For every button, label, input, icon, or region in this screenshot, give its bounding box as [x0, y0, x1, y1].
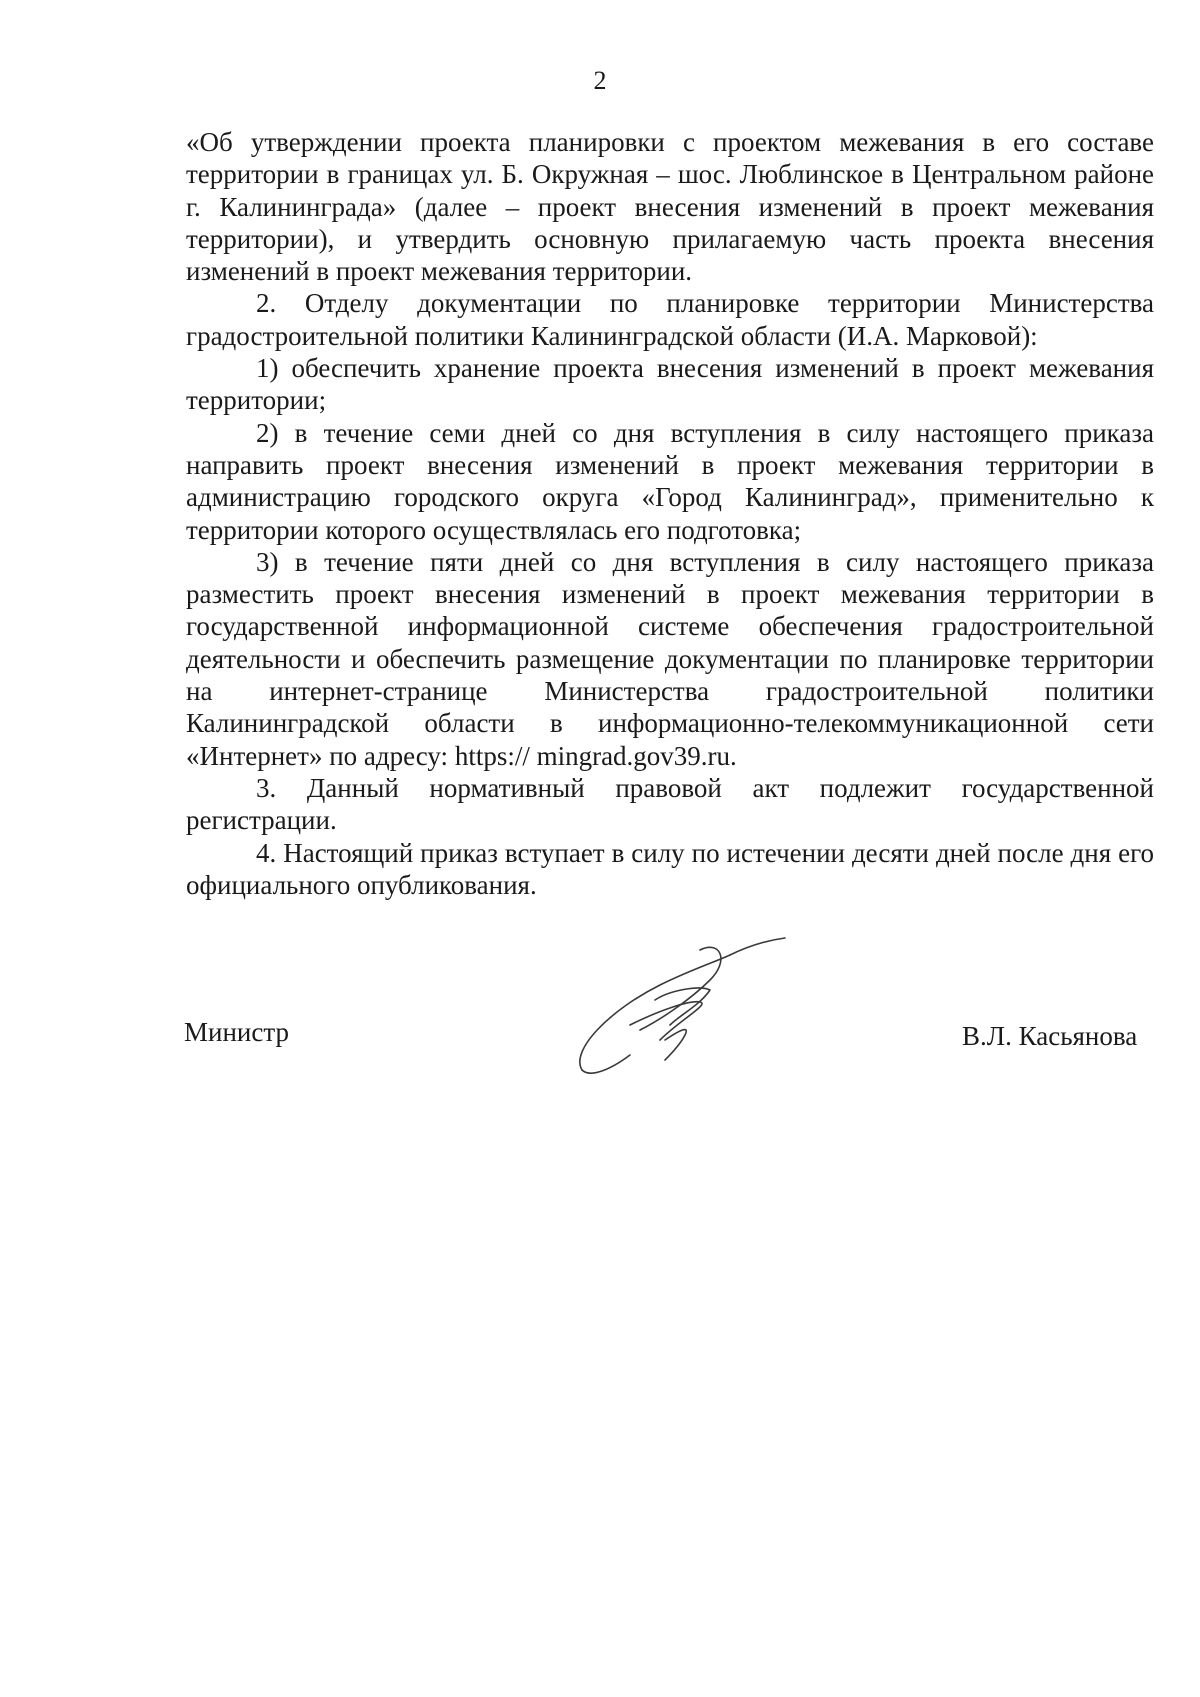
paragraph-subitem-1: 1) обеспечить хранение проекта внесения изменений в проект межевания территории;	[186, 353, 1154, 416]
signatory-name: В.Л. Касьянова	[962, 1021, 1138, 1051]
page-number: 2	[593, 66, 607, 95]
paragraph-continuation: «Об утверждении проекта планировки с проектом межевания в его составе территории в границах ул. Б. Окружная – шос. Люблинское в Центральном районе г. Калининграда» (далее – проект внесения изменений в проект межевания территории), и утвердить основную прилагаемую часть проекта внесения изменений в проект межевания территории.	[186, 127, 1154, 287]
paragraph-item-4: 4. Настоящий приказ вступает в силу по истечении десяти дней после дня его официального опубликования.	[186, 837, 1154, 900]
signatory-title: Министр	[184, 1017, 289, 1047]
paragraph-item-2: 2. Отделу документации по планировке территории Министерства градостроительной политики Калининградской области (И.А. Марковой):	[186, 288, 1154, 351]
paragraph-subitem-2: 2) в течение семи дней со дня вступления в силу настоящего приказа направить проект внесения изменений в проект межевания территории в администрацию городского округа «Город Калининград», применительно к территории которого осуществлялась его подготовка;	[186, 417, 1154, 545]
paragraph-item-3: 3. Данный нормативный правовой акт подлежит государственной регистрации.	[186, 772, 1154, 836]
document-body	[186, 126, 1154, 901]
handwritten-signature	[570, 930, 800, 1080]
paragraph-subitem-3: 3) в течение пяти дней со дня вступления в силу настоящего приказа разместить проект внесения изменений в проект межевания территории в государственной информационной системе обеспечения градостроительной деятельности и обеспечить размещение документации по планировке территории на интернет-странице Министерства градостроительной политики Калининградской области в информационно-телекоммуникационной сети «Интернет» по адресу: https:// mingrad.gov39.ru.	[186, 546, 1154, 771]
